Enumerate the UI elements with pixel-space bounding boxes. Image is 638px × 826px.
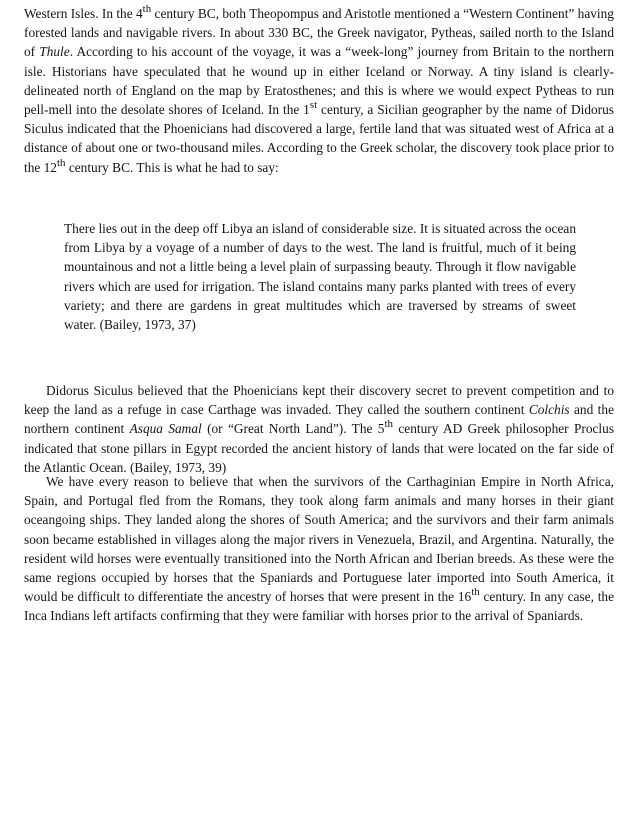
ordinal-suffix: st bbox=[309, 99, 318, 111]
text-span: (or “Great North Land”). The 5 bbox=[201, 421, 385, 437]
italic-term: Thule bbox=[39, 44, 70, 60]
ordinal-suffix: th bbox=[384, 418, 393, 431]
text-span: century. In any case, the Inca Indians left artifacts confirming that they were familiar with horses prior to the arrival of Spaniards. bbox=[24, 589, 615, 624]
text-span: century, a Sicilian geographer by the name of Didorus Siculus indicated that the Phoenicians had discovered a large, fertile land that was situated west of Africa at a distance of about one or two-thousand miles. According to the Greek scholar, the discovery took place prior to the 12 bbox=[24, 102, 614, 175]
text-span: We have every reason to believe that when the survivors of the Carthaginian Empire in North Africa, Spain, and Portugal fled from the Romans, they took along farm animals and many horses in their giant oceangoing ships. They landed along the shores of South America; and the survivors and their farm animals soon became established in villages along the major rivers in Venezuela, Brazil, and Argentina. Naturally, the resident wild horses were eventually transitioned into the North African and Iberian breeds. As these were the same regions occupied by horses that the Spaniards and Portuguese later imported into South America, it would be difficult to differentiate the ancestry of horses that were present in the 16 bbox=[24, 474, 614, 605]
text-span: century BC. This is what he had to say: bbox=[65, 159, 279, 175]
paragraph-horses bbox=[24, 472, 614, 626]
text-span: Western Isles. In the 4 bbox=[24, 6, 143, 21]
text-span: . According to his account of the voyage, it was a “week-long” journey from Britain to the northern isle. Historians have speculated that he wound up in either Iceland or Norway. A tiny island is clearly-delineated north of England on the map by Eratosthenes; and this is where we would expect Pytheas to run pell-mell into the desolate shores of Iceland. In the 1 bbox=[24, 44, 614, 118]
paragraph-intro bbox=[24, 4, 614, 177]
italic-term: Asqua Samal bbox=[129, 421, 202, 437]
text-span: century AD Greek philosopher Proclus indicated that stone pillars in Egypt recorded the ancient history of lands that were located on the far side of the Atlantic Ocean. (Bailey, 1973, 39) bbox=[24, 421, 615, 475]
text-span: and the northern continent bbox=[24, 402, 614, 437]
ordinal-suffix: th bbox=[142, 2, 152, 15]
text-span: Didorus Siculus believed that the Phoenicians kept their discovery secret to prevent competition and to keep the land as a refuge in case Carthage was invaded. They called the southern continent bbox=[24, 383, 614, 418]
ordinal-suffix: th bbox=[471, 586, 480, 599]
ordinal-suffix: th bbox=[56, 156, 66, 169]
paragraph-phoenicians bbox=[24, 381, 614, 477]
text-span: century BC, both Theopompus and Aristotle mentioned a “Western Continent” having forested lands and navigable rivers. In about 330 BC, the Greek navigator, Pytheas, sailed north to the Island of bbox=[24, 6, 614, 60]
block-quote: There lies out in the deep off Libya an island of considerable size. It is situated across the ocean from Libya by a voyage of a number of days to the west. The land is fruitful, much of it being mountainous and not a little being a level plain of surpassing beauty. Through it flow navigable rivers which are used for irrigation. The island contains many parks planted with trees of every variety; and there are gardens in great multitudes which are traversed by streams of sweet water. (Bailey, 1973, 37) bbox=[64, 221, 576, 333]
italic-term: Colchis bbox=[528, 402, 570, 418]
